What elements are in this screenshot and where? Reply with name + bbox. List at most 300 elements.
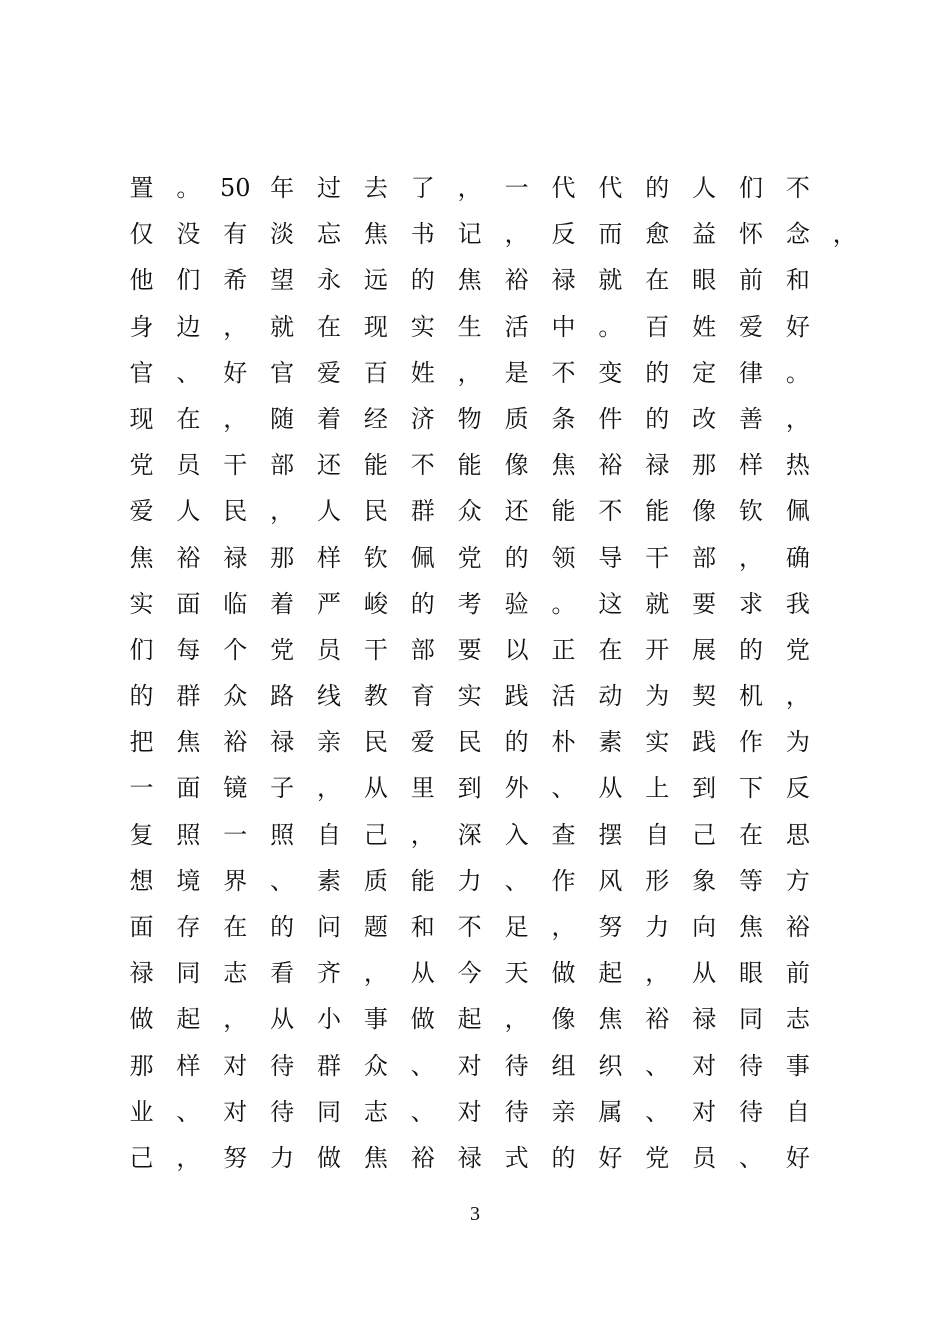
text-char: 事 bbox=[363, 1005, 388, 1034]
text-char: 待 bbox=[739, 1097, 764, 1126]
text-char: 去 bbox=[363, 174, 388, 202]
text-char: 党 bbox=[645, 1143, 670, 1172]
text-char: ， bbox=[176, 1143, 201, 1172]
text-char: 入 bbox=[504, 820, 529, 849]
text-char: 不 bbox=[457, 913, 482, 941]
text-char: 焦 bbox=[457, 266, 482, 295]
text-char: 下 bbox=[739, 774, 764, 803]
text-char: 对 bbox=[692, 1097, 717, 1126]
text-char: 的 bbox=[410, 266, 435, 295]
text-char: 样 bbox=[317, 543, 341, 572]
text-char: 深 bbox=[457, 820, 482, 849]
text-char: 能 bbox=[645, 497, 670, 526]
text-char: 面 bbox=[176, 589, 201, 618]
text-char: 像 bbox=[504, 451, 529, 480]
text-char: 禄 bbox=[129, 959, 154, 988]
text-char: 小 bbox=[317, 1005, 341, 1034]
text-char: 代 bbox=[551, 174, 576, 202]
text-char: 、 bbox=[645, 1097, 670, 1126]
text-char: 眼 bbox=[692, 266, 717, 295]
text-line bbox=[118, 1089, 838, 1135]
text-line bbox=[118, 350, 838, 396]
text-char: 的 bbox=[645, 174, 670, 202]
text-char: 裕 bbox=[785, 913, 810, 941]
text-char: 焦 bbox=[551, 451, 576, 480]
text-char: 人 bbox=[692, 174, 717, 202]
text-char: 怀 bbox=[739, 220, 764, 249]
text-char: 随 bbox=[270, 404, 295, 433]
text-char: 展 bbox=[692, 635, 717, 664]
text-char: ， bbox=[739, 543, 764, 572]
text-line bbox=[118, 858, 838, 904]
text-char: 想 bbox=[129, 866, 154, 895]
text-char: 禄 bbox=[692, 1005, 717, 1034]
text-char: 裕 bbox=[410, 1143, 435, 1172]
text-char: 前 bbox=[739, 266, 764, 295]
text-char: 们 bbox=[176, 266, 201, 295]
text-line bbox=[118, 904, 838, 950]
text-char: 官 bbox=[129, 358, 154, 387]
text-char: 淡 bbox=[270, 220, 295, 249]
text-char: 人 bbox=[317, 497, 341, 526]
text-char: 在 bbox=[739, 820, 764, 849]
text-char: 。 bbox=[176, 174, 201, 202]
text-char: 在 bbox=[223, 913, 248, 941]
text-char: 起 bbox=[598, 959, 623, 988]
text-char: 年 bbox=[270, 174, 295, 202]
text-char: 了 bbox=[410, 174, 435, 202]
text-char: 着 bbox=[270, 589, 295, 618]
text-char: 百 bbox=[363, 358, 388, 387]
text-char: 活 bbox=[551, 682, 576, 711]
text-char: 待 bbox=[270, 1051, 295, 1080]
text-char: 查 bbox=[551, 820, 576, 849]
text-char: 干 bbox=[363, 635, 388, 664]
text-char: 同 bbox=[176, 959, 201, 988]
text-char: 那 bbox=[129, 1051, 154, 1080]
text-char: 、 bbox=[270, 866, 295, 895]
text-char: 的 bbox=[739, 635, 764, 664]
text-char: 在 bbox=[598, 635, 623, 664]
text-char: 记 bbox=[457, 220, 482, 249]
text-char: 临 bbox=[223, 589, 248, 618]
text-char: 钦 bbox=[739, 497, 764, 526]
text-char: 自 bbox=[317, 820, 341, 849]
text-char: 眼 bbox=[739, 959, 764, 988]
text-char: 群 bbox=[317, 1051, 341, 1080]
text-char: 的 bbox=[645, 404, 670, 433]
text-char: 佩 bbox=[785, 497, 810, 526]
text-char: 、 bbox=[410, 1097, 435, 1126]
text-char: 领 bbox=[551, 543, 576, 572]
text-char: 众 bbox=[363, 1051, 388, 1080]
text-line bbox=[118, 765, 838, 811]
text-char: 爱 bbox=[410, 728, 435, 757]
text-char: 同 bbox=[739, 1005, 764, 1034]
text-char: ， bbox=[317, 774, 341, 803]
text-char: 求 bbox=[739, 589, 764, 618]
text-char: 部 bbox=[692, 543, 717, 572]
text-char: 教 bbox=[363, 682, 388, 711]
text-char: 力 bbox=[645, 913, 670, 941]
text-char: 群 bbox=[410, 497, 435, 526]
text-char: 己 bbox=[692, 820, 717, 849]
text-char: 自 bbox=[645, 820, 670, 849]
text-char: 属 bbox=[598, 1097, 623, 1126]
text-char: 待 bbox=[270, 1097, 295, 1126]
text-char: 一 bbox=[129, 774, 154, 803]
text-char: 向 bbox=[692, 913, 717, 941]
text-char: 考 bbox=[457, 589, 482, 618]
text-char: 佩 bbox=[410, 543, 435, 572]
text-char: 在 bbox=[176, 404, 201, 433]
text-char: ， bbox=[410, 820, 435, 849]
text-char: 姓 bbox=[410, 358, 435, 387]
text-char: 等 bbox=[739, 866, 764, 895]
text-char: 正 bbox=[551, 635, 576, 664]
text-char: 契 bbox=[692, 682, 717, 711]
text-char: 定 bbox=[692, 358, 717, 387]
text-char: 从 bbox=[270, 1005, 295, 1034]
text-char: 那 bbox=[270, 543, 295, 572]
text-char: 变 bbox=[598, 358, 623, 387]
text-char: 起 bbox=[176, 1005, 201, 1034]
text-char: 焦 bbox=[129, 543, 154, 572]
text-char: ， bbox=[223, 1005, 248, 1034]
text-char: 姓 bbox=[692, 312, 717, 341]
text-char: ， bbox=[645, 959, 670, 988]
text-char: 像 bbox=[551, 1005, 576, 1034]
text-char: 做 bbox=[317, 1143, 341, 1172]
text-char: 党 bbox=[785, 635, 810, 664]
text-char: 代 bbox=[598, 174, 623, 202]
text-char: 焦 bbox=[363, 1143, 388, 1172]
text-char: 他 bbox=[129, 266, 154, 295]
text-char: 织 bbox=[598, 1051, 623, 1080]
text-char: ， bbox=[457, 358, 482, 387]
text-char: 爱 bbox=[739, 312, 764, 341]
text-char: 开 bbox=[645, 635, 670, 664]
text-char: 存 bbox=[176, 913, 201, 941]
text-char: 路 bbox=[270, 682, 295, 711]
text-char: 着 bbox=[317, 404, 341, 433]
text-char: 、 bbox=[551, 774, 576, 803]
text-char: 这 bbox=[598, 589, 623, 618]
text-char: 镜 bbox=[223, 774, 248, 803]
text-char: 就 bbox=[645, 589, 670, 618]
text-char: 裕 bbox=[176, 543, 201, 572]
text-char: 焦 bbox=[739, 913, 764, 941]
text-char: 禄 bbox=[551, 266, 576, 295]
text-char: 式 bbox=[504, 1143, 529, 1172]
text-char: 素 bbox=[317, 866, 341, 895]
text-line bbox=[118, 812, 838, 858]
text-char: 齐 bbox=[317, 959, 341, 988]
text-char: 钦 bbox=[363, 543, 388, 572]
text-char: 仅 bbox=[129, 220, 154, 249]
text-char: 生 bbox=[457, 312, 482, 341]
text-char: 里 bbox=[410, 774, 435, 803]
text-char: 焦 bbox=[598, 1005, 623, 1034]
text-char: 质 bbox=[363, 866, 388, 895]
text-char: 机 bbox=[739, 682, 764, 711]
text-char: 践 bbox=[504, 682, 529, 711]
text-char: 能 bbox=[457, 451, 482, 480]
text-char: 起 bbox=[457, 1005, 482, 1034]
text-char: 的 bbox=[129, 682, 154, 711]
text-char: 部 bbox=[410, 635, 435, 664]
text-char: 物 bbox=[457, 404, 482, 433]
text-char: 从 bbox=[410, 959, 435, 988]
text-char: 确 bbox=[785, 543, 810, 572]
text-char: 、 bbox=[176, 358, 201, 387]
text-char: 风 bbox=[598, 866, 623, 895]
text-char: 忘 bbox=[317, 220, 341, 249]
text-char: 民 bbox=[457, 728, 482, 757]
text-char: 峻 bbox=[363, 589, 388, 618]
text-char: 朴 bbox=[551, 728, 576, 757]
text-char: 自 bbox=[785, 1097, 810, 1126]
text-char: 一 bbox=[504, 174, 529, 202]
text-char: 好 bbox=[223, 358, 248, 387]
text-char: ， bbox=[223, 312, 248, 341]
text-char: 有 bbox=[223, 220, 248, 249]
text-char: 在 bbox=[317, 312, 341, 341]
text-char: 远 bbox=[363, 266, 388, 295]
text-char: 置 bbox=[129, 174, 154, 202]
text-char: 望 bbox=[270, 266, 295, 295]
text-char: 益 bbox=[692, 220, 717, 249]
text-char: 一 bbox=[223, 820, 248, 849]
text-char: 爱 bbox=[129, 497, 154, 526]
text-char: 党 bbox=[457, 543, 482, 572]
text-char: 验 bbox=[504, 589, 529, 618]
text-char: 每 bbox=[176, 635, 201, 664]
text-line bbox=[118, 1135, 838, 1181]
text-char: 界 bbox=[223, 866, 248, 895]
text-char: 好 bbox=[785, 312, 810, 341]
text-char: 官 bbox=[270, 358, 295, 387]
text-char: 做 bbox=[410, 1005, 435, 1034]
text-char: 上 bbox=[645, 774, 670, 803]
text-char: 民 bbox=[363, 728, 388, 757]
text-char: 践 bbox=[692, 728, 717, 757]
text-char: 题 bbox=[363, 913, 388, 941]
text-char: 组 bbox=[551, 1051, 576, 1080]
text-char: 和 bbox=[785, 266, 810, 295]
text-char: ， bbox=[504, 220, 529, 249]
text-char: 的 bbox=[270, 913, 295, 941]
text-char: 裕 bbox=[223, 728, 248, 757]
text-char: 努 bbox=[223, 1143, 248, 1172]
text-char: 摆 bbox=[598, 820, 623, 849]
text-char: 禄 bbox=[457, 1143, 482, 1172]
text-char: 复 bbox=[129, 820, 154, 849]
text-char: 做 bbox=[551, 959, 576, 988]
text-line bbox=[118, 165, 838, 211]
text-char: 样 bbox=[176, 1051, 201, 1080]
text-char: 待 bbox=[504, 1051, 529, 1080]
text-char: 民 bbox=[363, 497, 388, 526]
text-char: 对 bbox=[457, 1097, 482, 1126]
text-char: 像 bbox=[692, 497, 717, 526]
text-char: 力 bbox=[457, 866, 482, 895]
text-line bbox=[118, 304, 838, 350]
text-char: 。 bbox=[598, 312, 623, 341]
text-char: 没 bbox=[176, 220, 201, 249]
text-char: 志 bbox=[785, 1005, 810, 1034]
text-char: 永 bbox=[317, 266, 341, 295]
text-char: 禄 bbox=[223, 543, 248, 572]
text-char: 、 bbox=[176, 1097, 201, 1126]
text-char: 对 bbox=[223, 1051, 248, 1080]
text-char: 看 bbox=[270, 959, 295, 988]
text-char: 过 bbox=[317, 174, 341, 202]
text-char: 己 bbox=[129, 1143, 154, 1172]
text-char: 身 bbox=[129, 312, 154, 341]
text-char: 。 bbox=[551, 589, 576, 618]
text-char: ， bbox=[785, 682, 810, 711]
text-char: 同 bbox=[317, 1097, 341, 1126]
text-char: 、 bbox=[410, 1051, 435, 1080]
text-char: 子 bbox=[270, 774, 295, 803]
text-char: 现 bbox=[363, 312, 388, 341]
text-char: 不 bbox=[551, 358, 576, 387]
text-char: 动 bbox=[598, 682, 623, 711]
text-char: 书 bbox=[410, 220, 435, 249]
text-char: 党 bbox=[129, 451, 154, 480]
text-char: 实 bbox=[410, 312, 435, 341]
text-char: 希 bbox=[223, 266, 248, 295]
text-char: 是 bbox=[504, 358, 529, 387]
text-line bbox=[118, 257, 838, 303]
text-char: 的 bbox=[551, 1143, 576, 1172]
text-line bbox=[118, 442, 838, 488]
text-char: 亲 bbox=[551, 1097, 576, 1126]
text-char: 们 bbox=[739, 174, 764, 202]
text-char: 条 bbox=[551, 404, 576, 433]
text-char: 禄 bbox=[270, 728, 295, 757]
text-line bbox=[118, 1043, 838, 1089]
text-char: 、 bbox=[739, 1143, 764, 1172]
text-char: 善 bbox=[739, 404, 764, 433]
text-char: 象 bbox=[692, 866, 717, 895]
text-char: 问 bbox=[317, 913, 341, 941]
text-char: 能 bbox=[410, 866, 435, 895]
text-char: 那 bbox=[692, 451, 717, 480]
text-char: 律 bbox=[739, 358, 764, 387]
text-char: 员 bbox=[317, 635, 341, 664]
text-char: 己 bbox=[363, 820, 388, 849]
text-char: 裕 bbox=[645, 1005, 670, 1034]
text-char: 外 bbox=[504, 774, 529, 803]
text-char: 不 bbox=[410, 451, 435, 480]
text-char: 边 bbox=[176, 312, 201, 341]
text-char: 线 bbox=[317, 682, 341, 711]
text-char: 经 bbox=[363, 404, 388, 433]
text-char: 努 bbox=[598, 913, 623, 941]
text-char: 部 bbox=[270, 451, 295, 480]
text-char: 、 bbox=[504, 866, 529, 895]
text-char: 力 bbox=[270, 1143, 295, 1172]
text-char: 能 bbox=[363, 451, 388, 480]
text-line bbox=[118, 627, 838, 673]
text-char: ， bbox=[504, 1005, 529, 1034]
text-char: 济 bbox=[410, 404, 435, 433]
text-char: 党 bbox=[270, 635, 295, 664]
text-char: 我 bbox=[785, 589, 810, 618]
text-char: 裕 bbox=[504, 266, 529, 295]
text-char: ， bbox=[785, 404, 810, 433]
text-char: 禄 bbox=[645, 451, 670, 480]
text-char: 活 bbox=[504, 312, 529, 341]
text-char: 样 bbox=[739, 451, 764, 480]
text-char: 的 bbox=[504, 543, 529, 572]
text-char: 对 bbox=[223, 1097, 248, 1126]
text-char: 人 bbox=[176, 497, 201, 526]
text-char: 。 bbox=[785, 358, 810, 387]
text-char: 对 bbox=[457, 1051, 482, 1080]
text-char: 育 bbox=[410, 682, 435, 711]
text-char: 而 bbox=[598, 220, 623, 249]
text-char: 从 bbox=[363, 774, 388, 803]
text-line bbox=[118, 488, 838, 534]
text-char: 能 bbox=[551, 497, 576, 526]
text-char: 导 bbox=[598, 543, 623, 572]
text-char: 干 bbox=[645, 543, 670, 572]
text-char: 面 bbox=[176, 774, 201, 803]
text-char: 到 bbox=[457, 774, 482, 803]
text-char: 焦 bbox=[176, 728, 201, 757]
text-char: 面 bbox=[129, 913, 154, 941]
text-char: 思 bbox=[785, 820, 810, 849]
text-char: 照 bbox=[176, 820, 201, 849]
text-char: ， bbox=[270, 497, 295, 526]
text-char: 裕 bbox=[598, 451, 623, 480]
text-char: 50 bbox=[219, 174, 251, 202]
text-char: 改 bbox=[692, 404, 717, 433]
text-char: 方 bbox=[785, 866, 810, 895]
text-char: 念 bbox=[785, 220, 810, 249]
text-line bbox=[118, 211, 857, 257]
text-char: 业 bbox=[129, 1097, 154, 1126]
text-char: 不 bbox=[598, 497, 623, 526]
text-char: 件 bbox=[598, 404, 623, 433]
text-char: 现 bbox=[129, 404, 154, 433]
text-char: 众 bbox=[457, 497, 482, 526]
text-char: ， bbox=[832, 220, 857, 249]
text-char: 实 bbox=[645, 728, 670, 757]
text-line bbox=[118, 581, 838, 627]
text-char: 把 bbox=[129, 728, 154, 757]
text-char: 境 bbox=[176, 866, 201, 895]
text-char: 严 bbox=[317, 589, 341, 618]
text-char: 就 bbox=[270, 312, 295, 341]
text-char: 为 bbox=[645, 682, 670, 711]
body-text bbox=[118, 165, 857, 1181]
text-char: 今 bbox=[457, 959, 482, 988]
text-char: 亲 bbox=[317, 728, 341, 757]
text-char: 素 bbox=[598, 728, 623, 757]
text-char: 志 bbox=[363, 1097, 388, 1126]
text-char: 和 bbox=[410, 913, 435, 941]
text-line bbox=[118, 996, 838, 1042]
text-char: 员 bbox=[692, 1143, 717, 1172]
text-char: 的 bbox=[410, 589, 435, 618]
text-char: 从 bbox=[598, 774, 623, 803]
text-char: 为 bbox=[785, 728, 810, 757]
text-char: 爱 bbox=[317, 358, 341, 387]
